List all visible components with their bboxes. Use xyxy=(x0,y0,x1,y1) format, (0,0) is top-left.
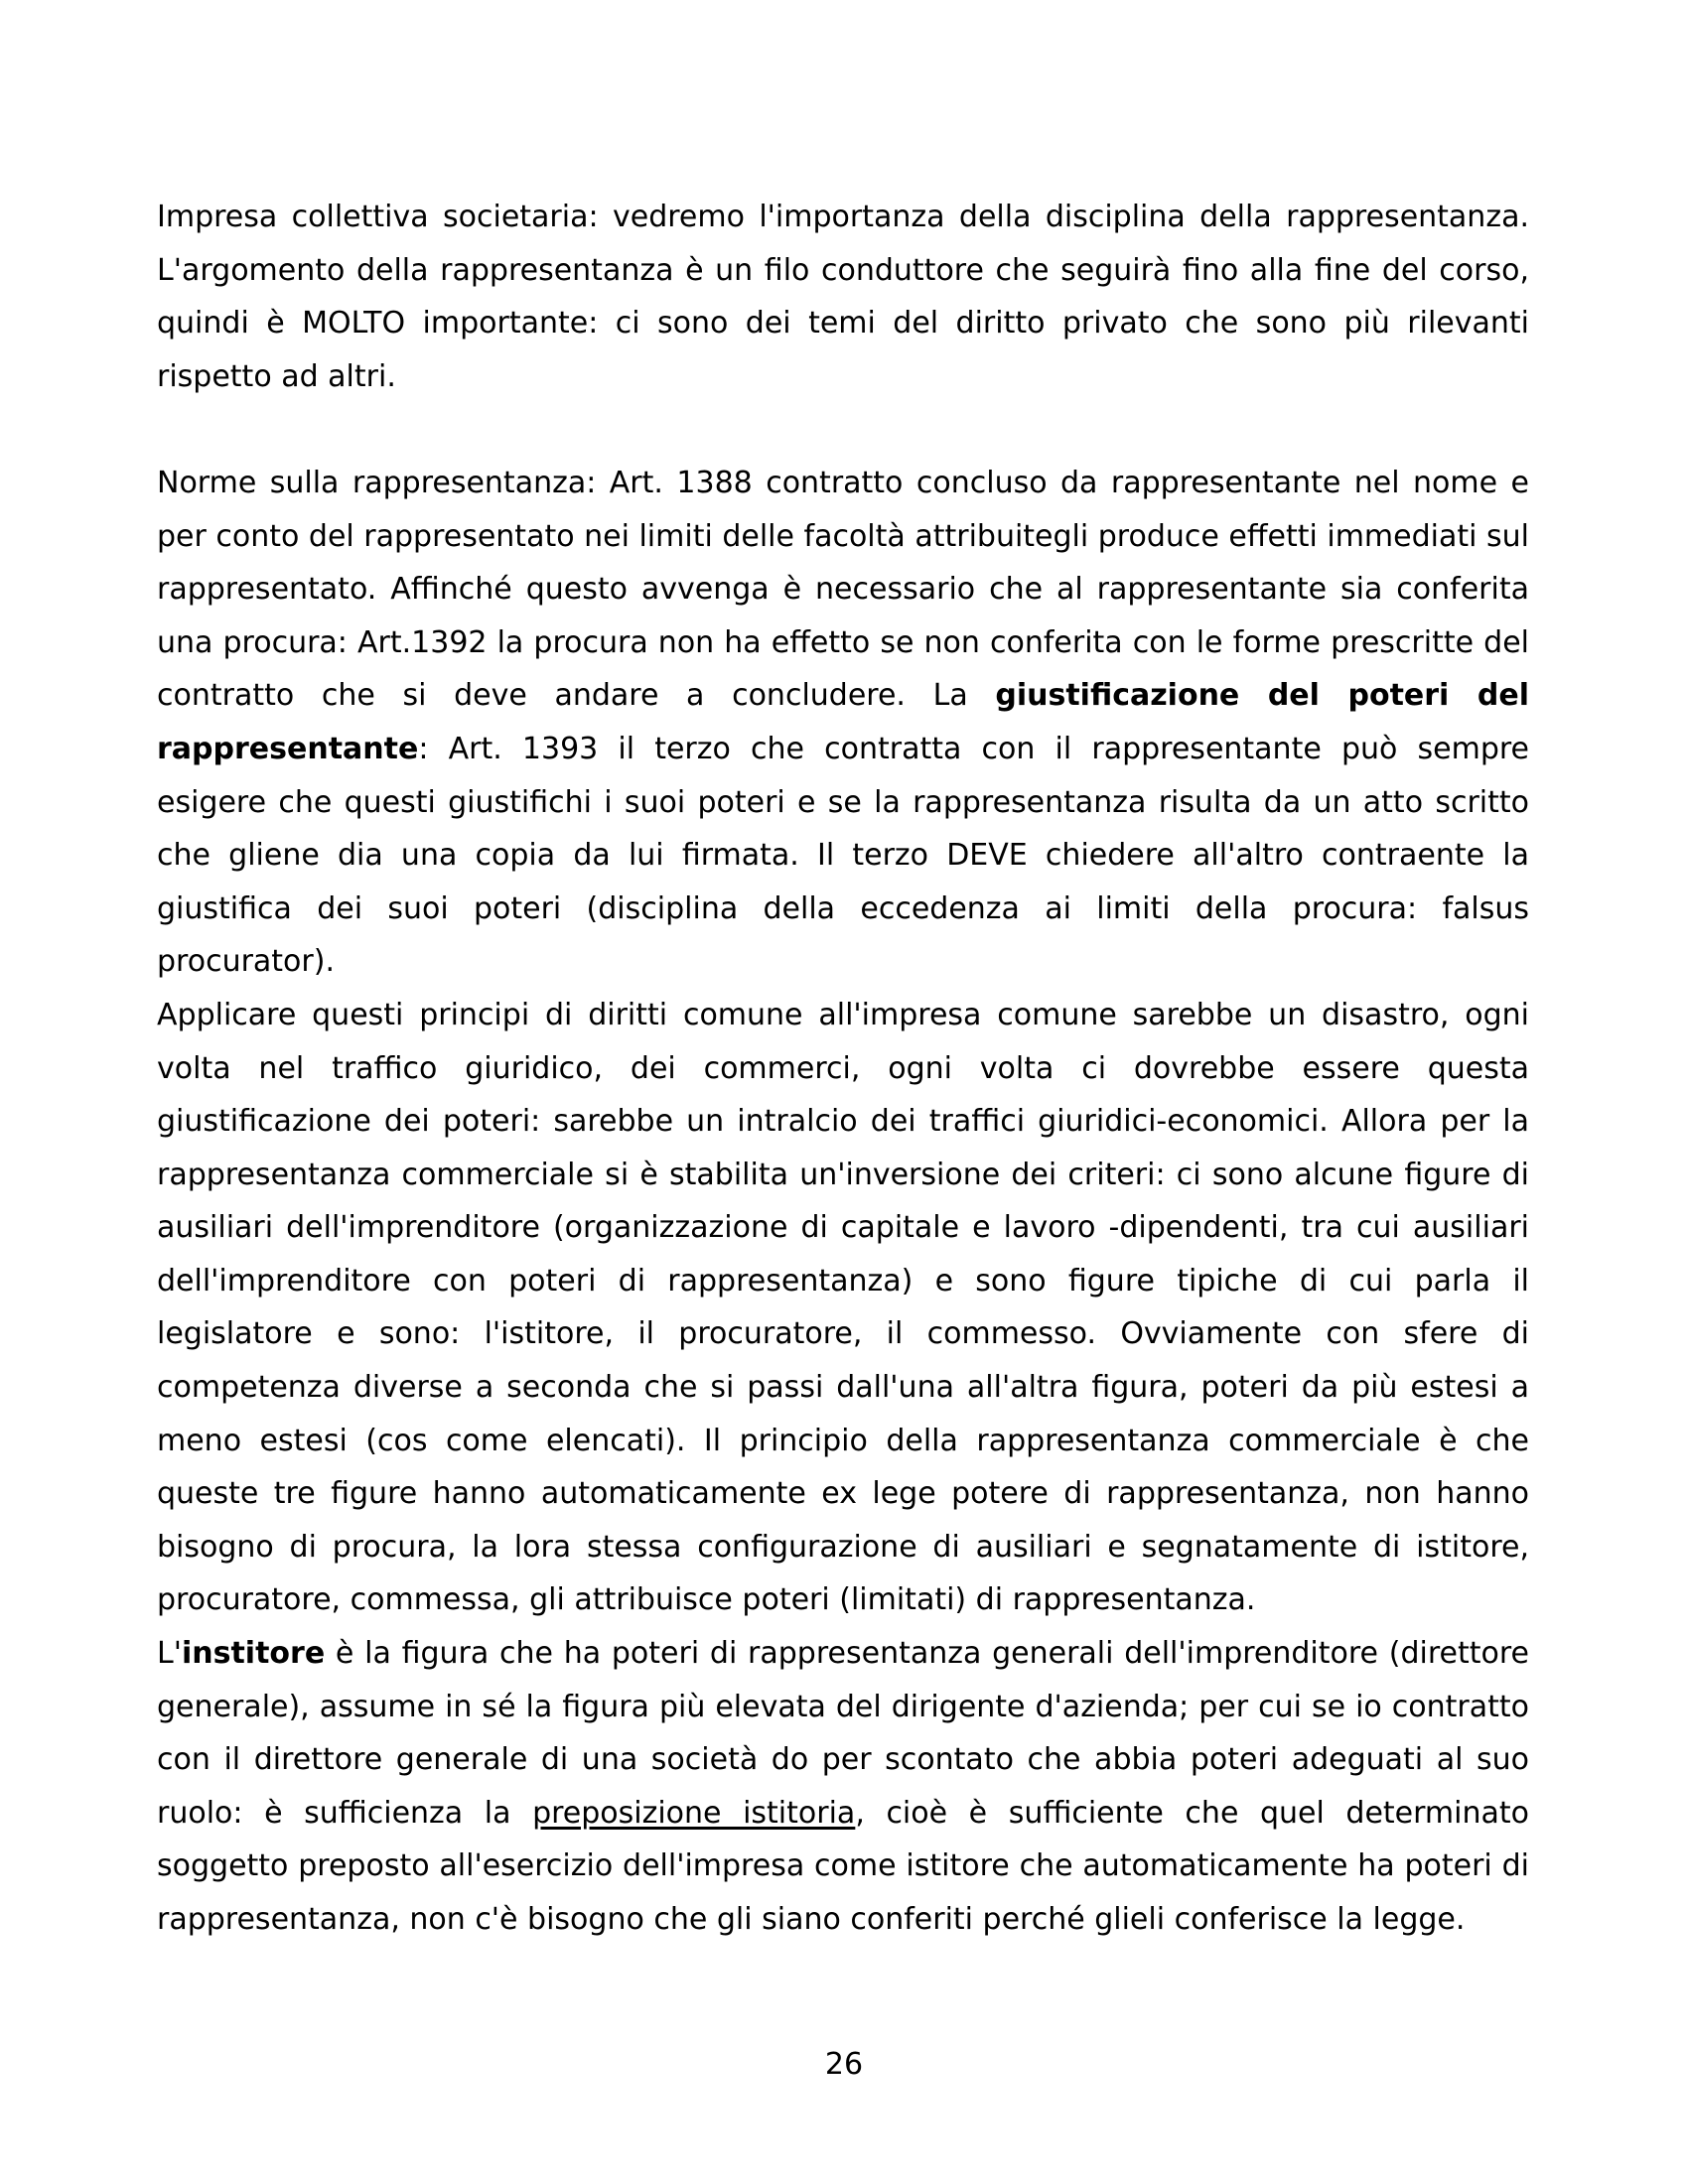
bold-term-giustificazione: giustificazione del poteri del rappresentante xyxy=(157,678,1530,766)
paragraph-institore-text-end: , cioè è sufficiente che quel determinato soggetto preposto all'esercizio dell'impresa come istitore che automaticamente ha poteri di rappresentanza, non c'è bisogno che gli siano conferiti perché glieli conferisce la legge. xyxy=(157,1795,1529,1937)
page-number: 26 xyxy=(824,2047,864,2082)
paragraph-intro xyxy=(157,191,1529,403)
paragraph-norme-text-start: Norme sulla rappresentanza: Art. 1388 contratto concluso da rappresentante nel nome e per conto del rappresentato nei limiti delle facoltà attribuitegli produce effetti immediati sul rappresentato. Affinché questo avvenga è necessario che al rappresentante sia conferita una procura: Art.1392 la procura non ha effetto se non conferita con le forme prescritte del contratto che si deve andare a concludere. La xyxy=(157,465,1529,714)
paragraph-institore-text: è la figura che ha poteri di rappresentanza generali dell'imprenditore (direttore generale), assume in sé la figura più elevata del dirigente d'azienda; per cui se io contratto con il direttore generale di una società do per scontato che abbia poteri adeguati al suo ruolo: è sufficienza la xyxy=(157,1636,1529,1831)
paragraph-institore xyxy=(157,1627,1529,1947)
paragraph-institore-prefix: L' xyxy=(157,1636,182,1672)
paragraph-intro-text: Impresa collettiva societaria: vedremo l'importanza della disciplina della rappresentanza. L'argomento della rappresentanza è un filo conduttore che seguirà fino alla fine del corso, quindi è MOLTO importante: ci sono dei temi del diritto privato che sono più rilevanti rispetto ad altri. xyxy=(157,200,1529,394)
paragraph-applicare xyxy=(157,989,1529,1627)
paragraph-spacer xyxy=(157,403,1529,457)
paragraph-norme xyxy=(157,457,1529,989)
paragraph-applicare-text: Applicare questi principi di diritti comune all'impresa comune sarebbe un disastro, ogni volta nel traffico giuridico, dei commerci, ogni volta ci dovrebbe essere questa giustificazione dei poteri: sarebbe un intralcio dei traffici giuridici-economici. Allora per la rappresentanza commerciale si è stabilita un'inversione dei criteri: ci sono alcune figure di ausiliari dell'imprenditore (organizzazione di capitale e lavoro -dipendenti, tra cui ausiliari dell'imprenditore con poteri di rappresentanza) e sono figure tipiche di cui parla il legislatore e sono: l'istitore, il procuratore, il commesso. Ovviamente con sfere di competenza diverse a seconda che si passi dall'una all'altra figura, poteri da più estesi a meno estesi (cos come elencati). Il principio della rappresentanza commerciale è che queste tre figure hanno automaticamente ex lege potere di rappresentanza, non hanno bisogno di procura, la lora stessa configurazione di ausiliari e segnatamente di istitore, procuratore, commessa, gli attribuisce poteri (limitati) di rappresentanza. xyxy=(157,997,1529,1618)
underlined-term-preposizione-istitoria: preposizione istitoria xyxy=(532,1795,856,1831)
bold-term-institore: institore xyxy=(181,1636,326,1672)
paragraph-norme-text-end: : Art. 1393 il terzo che contratta con il rappresentante può sempre esigere che questi giustifichi i suoi poteri e se la rappresentanza risulta da un atto scritto che gliene dia una copia da lui firmata. Il terzo DEVE chiedere all'altro contraente la giustifica dei suoi poteri (disciplina della eccedenza ai limiti della procura: falsus procurator). xyxy=(157,731,1529,980)
document-body xyxy=(157,191,1529,1947)
